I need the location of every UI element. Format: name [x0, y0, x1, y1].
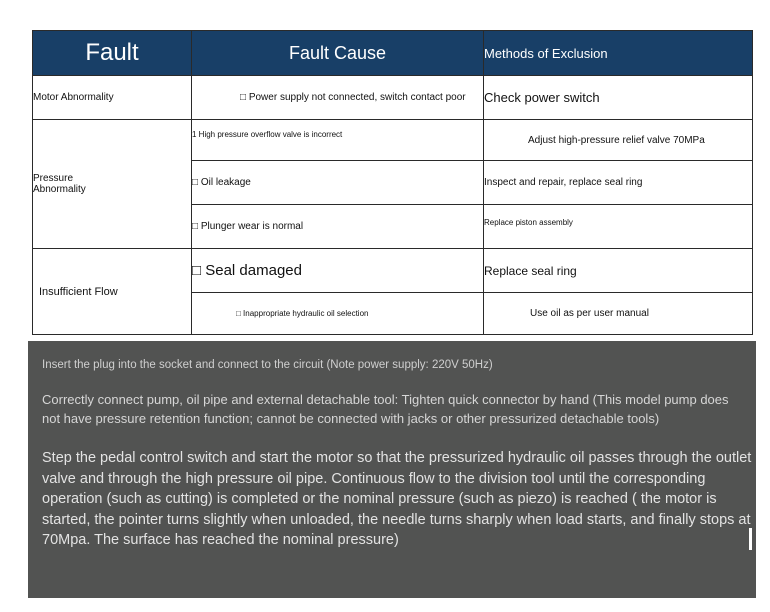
- header-fault-cause: Fault Cause: [192, 31, 484, 76]
- operating-instructions-panel: [28, 341, 756, 598]
- method-cell: Replace piston assembly: [484, 205, 753, 249]
- text-cursor-icon: [749, 528, 752, 550]
- method-cell: Check power switch: [484, 76, 753, 120]
- method-cell: Inspect and repair, replace seal ring: [484, 161, 753, 205]
- fault-label: Insufficient Flow: [39, 285, 118, 298]
- method-cell: Use oil as per user manual: [484, 293, 753, 335]
- cause-cell: □ Oil leakage: [192, 161, 484, 205]
- table-row: [33, 120, 753, 161]
- fault-pressure-abnormality: [33, 120, 192, 249]
- header-methods-of-exclusion: Methods of Exclusion: [484, 31, 753, 76]
- method-cell: Adjust high-pressure relief valve 70MPa: [484, 120, 753, 161]
- instruction-step-2: Correctly connect pump, oil pipe and external detachable tool: Tighten quick connector by hand (This model pump does not have pressure retention function; cannot be connected with jacks or other pressurized detachable tools): [42, 392, 729, 426]
- table-row: [33, 76, 753, 120]
- header-fault: Fault: [33, 31, 192, 76]
- fault-motor-abnormality: Motor Abnormality: [33, 76, 192, 120]
- fault-table: [32, 30, 753, 335]
- instruction-step-1: Insert the plug into the socket and connect to the circuit (Note power supply: 220V 50Hz): [42, 359, 493, 371]
- fault-insufficient-flow: [33, 249, 192, 335]
- instruction-step-3: Step the pedal control switch and start the motor so that the pressurized hydraulic oil passes through the outlet valve and through the high pressure oil pipe. Continuous flow to the division tool until the corresponding operation (such as cutting) is completed or the nominal pressure (such as piezo) is reached ( the motor is started, the pointer turns slightly when unloaded, the needle turns sharply when load starts, and finally stops at 70Mpa. The surface has reached the nominal pressure): [42, 450, 752, 548]
- table-header-row: [33, 31, 753, 76]
- cause-cell: □ Seal damaged: [192, 249, 484, 293]
- method-cell: Replace seal ring: [484, 249, 753, 293]
- cause-cell: 1 High pressure overflow valve is incorrect: [192, 120, 484, 161]
- cause-cell: □ Power supply not connected, switch contact poor: [192, 76, 484, 120]
- cause-cell: □ Plunger wear is normal: [192, 205, 484, 249]
- table-row: [33, 249, 753, 293]
- cause-cell: □ Inappropriate hydraulic oil selection: [192, 293, 484, 335]
- fault-label: Pressure Abnormality: [33, 173, 86, 195]
